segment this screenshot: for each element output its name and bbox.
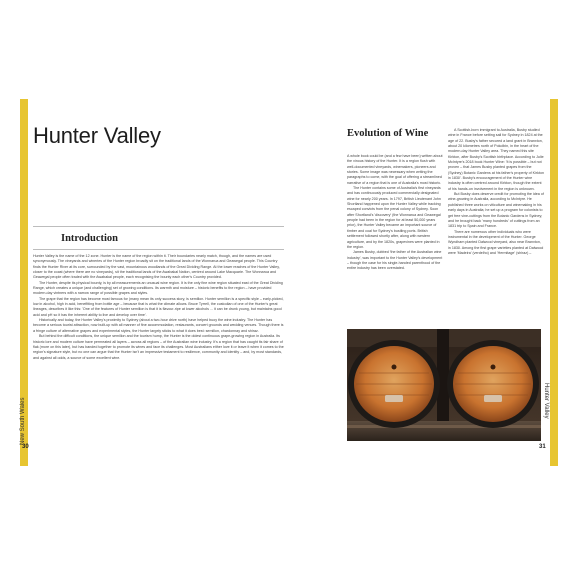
right-accent-strip: [550, 99, 558, 466]
running-head-right: Hunter Valley: [543, 383, 549, 419]
intro-paragraph: The grape that the region has become most famous for (many mean its only success story, is semillon. Hunter semillon is a specific style – early-picked, low in alcohol, high in acid, benefitting from bottle age – because that is what the climate allows. Bruce Tyrrell, the custodian of one of the Hunter's great lineages, describes it like this: 'One of the features of Hunter semillon is that it is flavour-ripe at lower alcohols ... it can be drunk young, but maintains good acid and pH so it has the inherent ability to live and develop over time'.: [33, 296, 284, 317]
introduction-body: [33, 254, 284, 450]
heading-rule-top: [33, 226, 284, 227]
evolution-paragraph: The Hunter contains some of Australia's first vineyards and has continuously produced commercially designated wine for nearly 200 years. In 1797, British Lieutenant John Shortland happened upon the Hunter Valley while tracking escaped convicts from the penal colony of Sydney. Soon after Shortland's 'discovery' (the Wonnarua and Geawegal people had been in the region for at least 50,000 years prior), the Hunter Valley became an important source of timber and coal for Sydney's bustling ports. British settlement followed shortly after, along with western agriculture, and by the 1820s, grapevines were planted in the region.: [347, 186, 441, 249]
page-title: Hunter Valley: [33, 123, 161, 148]
heading-rule-bottom: [33, 249, 284, 250]
evolution-paragraph: There are numerous other individuals who were instrumental in the development of the Hunter. George Wyndham planted Dalwood vineyard, also near Branxton, in 1830. Among the first grape varieties planted at Dalwood were 'Madeira' (verdelho) and 'Hermitage' (shiraz) –: [448, 229, 544, 255]
intro-paragraph: But behind the difficult conditions, the unique semillon and the tourism hump, the Hunter is the oldest continuous grape-growing region in Australia. Its historic lore and modern culture have permeated all layers – across all regions – of the Australian wine industry. It's a region that has caught its fair share of flak (more on this later), but has banded together to promote its wines and face its challenges. Most Australians either love it or leave it when it comes to the region's signature style, but no one can argue that the Hunter isn't an impressive testament to resilience, community and identity – and, by most standards, and against all odds, a source of some excellent wine.: [33, 334, 284, 360]
intro-paragraph: Hunter Valley is the name of the 12 zone. Hunter is the name of the region within it. Their boundaries nearly match, though, and the names are used synonymously. The vineyards and wineries of the Hunter region broadly sit on the traditional lands of the Wonnarua and Geawegal people. This Country finds the Hunter River at its core, surrounded by the vast, mountainous woodlands of the Great Dividing Range. At the lower reaches of the Hunter Valley, closer to the coast (where there are no vineyards), sit the traditional lands of the Awabakal Nation, centred around Lake Macquarie. The Wonnarua and Geawegal people often traded with the Awabakal people, each recognising the bounty each other's Country provided.: [33, 254, 280, 280]
barrel-illustration: [347, 329, 541, 441]
page-number-left: 30: [22, 444, 29, 450]
running-head-left: New South Wales: [20, 397, 26, 445]
evolution-paragraph: James Busby, dubbed 'the father of the Australian wine industry', was important to the Hunter Valley's development – though the case for his single-handed parenthood of the entire industry has been overstated.: [347, 250, 443, 271]
evolution-paragraph: A whole book could be (and a few have been) written about the vinous history of the Hunter. It is a region flush with well-documented vineyards, winemakers, pioneers and stories. Some image was necessary when writing the paragraphs to come, with the goal of offering a streamlined narrative of a region that is one of Australia's most historic.: [347, 154, 443, 185]
intro-paragraph: Historically and today, the Hunter Valley's proximity to Sydney (about a two-hour drive north) have helped buoy the wine industry. The Hunter has become a serious tourist attraction, now built-up with all manner of fine accommodation, restaurants, concert grounds and wedding venues. Though there is a fringe culture of alternative grapes and experimental styles, the Hunter largely sticks to what it does best: semillon, chardonnay and shiraz.: [33, 318, 284, 333]
wine-barrels-photo: [347, 329, 541, 441]
page-number-right: 31: [539, 444, 546, 450]
intro-paragraph: The Hunter, despite its physical bounty, is by all measurements an unusual wine region. It is the only fine wine region situated east of the Great Dividing Range, which creates a unique (and challenging) set of growing conditions. Its warmth and moisture – historic benefits to the region – have provided modern-day vintners with a narrow range of possible grapes and styles.: [33, 280, 283, 296]
section-heading-evolution: Evolution of Wine: [347, 128, 429, 139]
section-heading-introduction: Introduction: [61, 233, 118, 244]
evolution-paragraph: But Busby does deserve credit for promoting the idea of wine-growing in Australia, according to McIntyre. He published three works on viticulture and winemaking in his early days in Australia; he set up a program for colonists to get free vine-cuttings from the Botanic Gardens in Sydney; and he brought back 'many hundreds' of cuttings from an 1831 trip to Spain and France.: [448, 192, 544, 229]
evolution-paragraph: A Scottish-born immigrant to Australia, Busby studied wine in France before setting sail for Sydney in 1824 at the age of 22. Busby's father secured a land grant in Branxton, about 20 kilometres north of Pokolbin, in the heart of the modern-day Hunter Valley area. They named this site Kirkton, after Busby's Scottish birthplace. According to Julie McIntyre's 2018 book Hunter Wine: 'It is possible – but not proven – that James Busby planted grapes from the (Sydney) Botanic Gardens at his father's property of Kirkton in 1830'. Busby's encouragement of the Hunter wine industry is often centred around Kirkton, though the extent of his hands-on involvement in the region is unknown.: [448, 128, 544, 191]
evolution-body-column-2: [448, 128, 544, 328]
evolution-body-column-1: [347, 154, 443, 328]
